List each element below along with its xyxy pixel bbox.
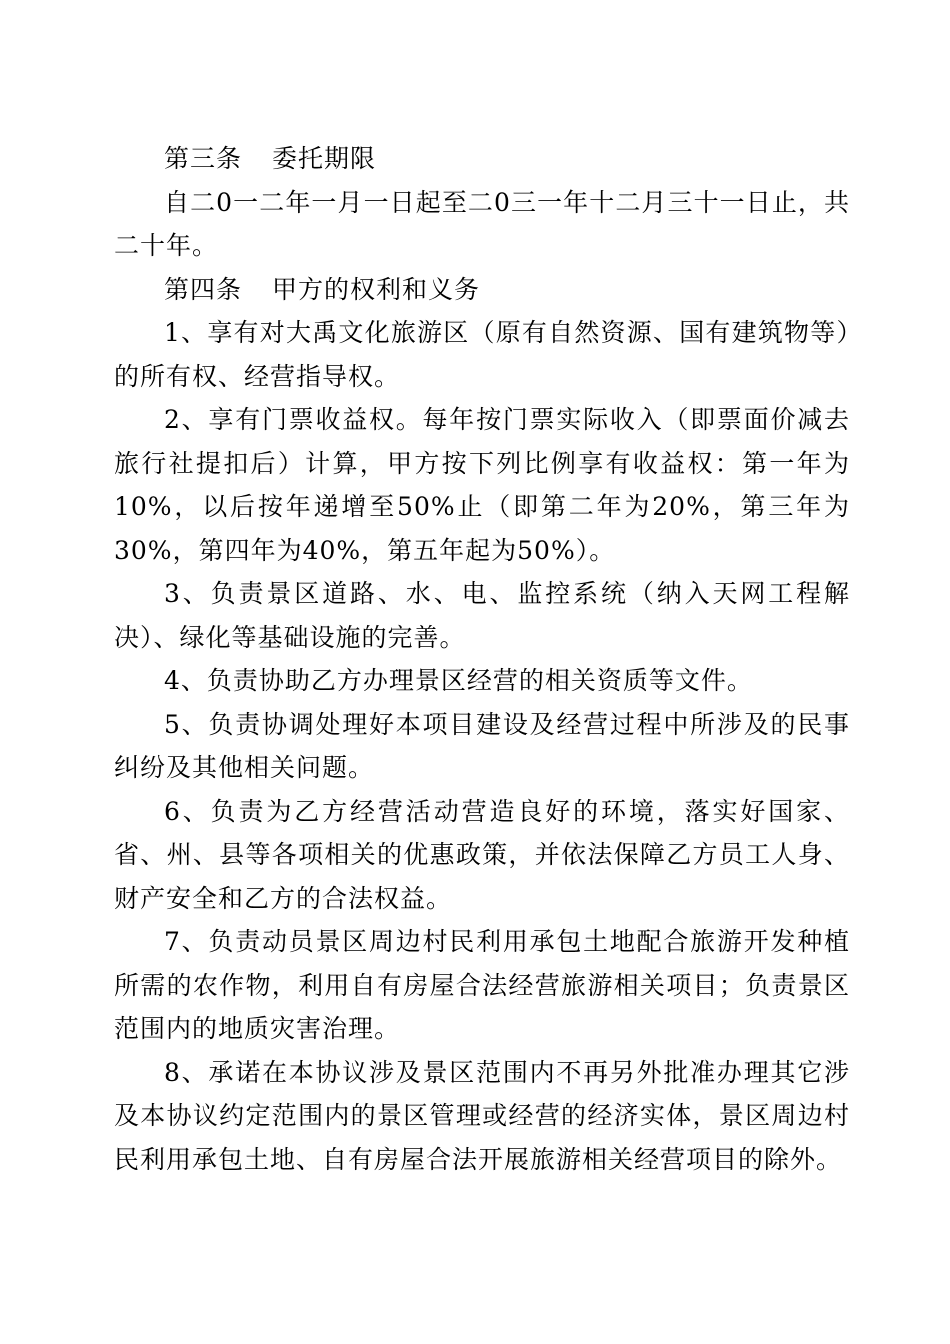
article-4-item-8: 8、承诺在本协议涉及景区范围内不再另外批准办理其它涉及本协议约定范围内的景区管理或经营的经济实体，景区周边村民利用承包土地、自有房屋合法开展旅游相关经营项目的除外。: [114, 1057, 850, 1174]
article-4-item-4: 4、负责协助乙方办理景区经营的相关资质等文件。: [164, 666, 753, 695]
article-4-item-2: 2、享有门票收益权。每年按门票实际收入（即票面价减去旅行社提扣后）计算，甲方按下列比例享有收益权：第一年为10%，以后按年递增至50%止（即第二年为20%，第三年为30%，第四年为40%，第五年起为50%）。: [114, 405, 850, 565]
article-4-title: 甲方的权利和义务: [272, 274, 481, 304]
article-3-heading: [114, 137, 850, 181]
article-4-item-3: 3、负责景区道路、水、电、监控系统（纳入天网工程解决）、绿化等基础设施的完善。: [114, 579, 850, 652]
article-4-item-5: 5、负责协调处理好本项目建设及经营过程中所涉及的民事纠纷及其他相关问题。: [114, 709, 850, 782]
article-3-number: 第三条: [164, 144, 243, 173]
article-4-item-7: 7、负责动员景区周边村民利用承包土地配合旅游开发种植所需的农作物，利用自有房屋合法经营旅游相关项目；负责景区范围内的地质灾害治理。: [114, 927, 850, 1043]
article-4-item-1: 1、享有对大禹文化旅游区（原有自然资源、国有建筑物等）的所有权、经营指导权。: [114, 318, 850, 391]
article-4-item-6: 6、负责为乙方经营活动营造良好的环境，落实好国家、省、州、县等各项相关的优惠政策，并依法保障乙方员工人身、财产安全和乙方的合法权益。: [114, 796, 850, 913]
article-4-number: 第四条: [164, 274, 243, 304]
article-3-text: 自二0一二年一月一日起至二0三一年十二月三十一日止，共二十年。: [114, 187, 850, 260]
article-3-title: 委托期限: [272, 144, 377, 173]
article-4-heading: [114, 268, 850, 312]
